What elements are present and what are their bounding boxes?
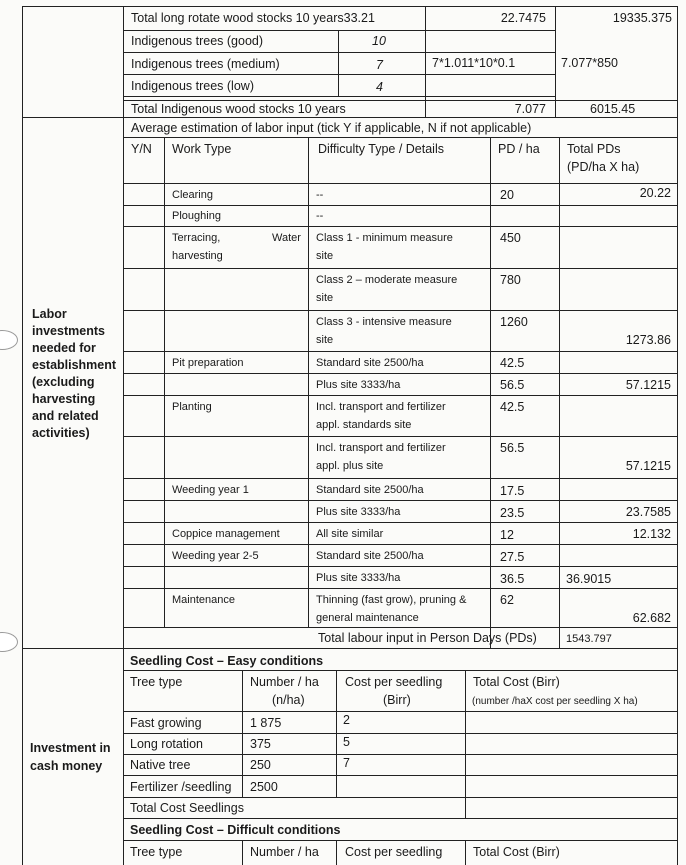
pd-cell: 56.5 (500, 441, 525, 455)
easy-col-number-unit: (n/ha) (272, 693, 305, 707)
seedling-cost-cell: 2 (343, 713, 350, 727)
total-pd-cell: 23.7585 (625, 505, 671, 519)
indigenous-medium-label: Indigenous trees (medium) (131, 57, 280, 71)
pd-cell: 36.5 (500, 572, 525, 586)
left-border (22, 6, 23, 865)
difficulty-cell: -- (316, 189, 324, 201)
indigenous-good-value: 10 (372, 34, 386, 48)
seedling-number-cell: 1 875 (250, 716, 282, 730)
scanned-document-page: Total long rotate wood stocks 10 years33.21 22.7475 19335.375 Indigenous trees (good) 10 Indigenous trees (medium) 7 7*1.011*10*0.1 7.077*850 Indigenous trees (low) 4 Total Indigenous wood stocks 10 years 7.077 6015.45 Labor investments needed for establishment (excluding harvesting and related activities) Average estimation of labor input (tick Y if applicable, N if not applicable) Y/N Work Type Difficulty Type / Details PD / ha Total PDs (PD/ha X ha) Clearing -- 20 20.22 Ploughing -- Terracing, Water harvesting Class 1 - minimum measure site 450 Class 2 – moderate measure site 780 Class 3 - intensive measure site 1260 1273.86 Pit preparation Standard site 2500/ha 42.5 Plus site 3333/ha 56.5 57.1215 Planting Incl. transport and fertilizer appl. standards site 42.5 Incl. transport and fertilizer appl. plus site 56.5 57.1215 Weeding year 1 Standard site 2500/ha 17.5 Plus site 3333/ha 23.5 23.7585 Coppice management All site similar 12 12.132 Weeding year 2-5 Standard site 2500/ha 27.5 Plus site 3333/ha 36.5 36.9015 Maintenance Thinning (fast grow), pruning & general maintenance 62 62.682 Total labour input in Person Days (PDs) 1543.797 Investment in cash money Seedling Cost – Easy conditions Tree type Number / ha (n/ha) Cost per seedling (Birr) Total Cost (Birr) (number /haX cost per seedling X ha) Fast growing 1 875 2 Long rotation 375 5 Native tree 250 7 Fertilizer /seedling 2500 Total Cost Seedlings Seedling Cost – Difficult conditions Tree type Number / ha Cost per seedling Total Cost (Birr) (0, 0, 686, 865)
difficulty-cell: Class 1 - minimum measure (316, 232, 453, 244)
difficulty-cell-line2: site (316, 292, 334, 304)
seedling-cost-cell: 7 (343, 756, 350, 770)
easy-col-tree: Tree type (130, 675, 183, 689)
col-work-type: Work Type (172, 142, 232, 156)
col-yn: Y/N (131, 142, 152, 156)
difficulty-cell: Plus site 3333/ha (316, 379, 401, 391)
difficulty-cell: All site similar (316, 528, 384, 540)
difficulty-cell: Plus site 3333/ha (316, 506, 401, 518)
indigenous-medium-calc-1: 7*1.011*10*0.1 (432, 56, 516, 70)
work-type-cell: Terracing, (172, 232, 221, 244)
seedling-number-cell: 250 (250, 758, 271, 772)
difficulty-cell: -- (316, 210, 324, 222)
easy-col-total: Total Cost (Birr) (473, 675, 560, 689)
total-labour-value: 1543.797 (566, 633, 612, 645)
pd-cell: 23.5 (500, 506, 525, 520)
total-indigenous-value-1: 7.077 (514, 102, 546, 116)
difficulty-cell: Standard site 2500/ha (316, 357, 424, 369)
difficult-col-cost: Cost per seedling (345, 845, 443, 859)
easy-col-cost-unit: (Birr) (383, 693, 411, 707)
indigenous-low-value: 4 (376, 80, 383, 94)
difficulty-cell-line2: general maintenance (316, 612, 419, 624)
col-pd-ha: PD / ha (498, 142, 540, 156)
pd-cell: 42.5 (500, 400, 525, 414)
labor-heading: Average estimation of labor input (tick Y if applicable, N if not applicable) (131, 121, 532, 135)
top-border (22, 6, 678, 7)
pd-cell: 450 (500, 231, 521, 245)
section-divider-labor (22, 117, 678, 118)
long-rotate-label: Total long rotate wood stocks 10 years33.21 (131, 11, 375, 25)
pd-cell: 62 (500, 593, 514, 607)
easy-col-total-formula: (number /haX cost per seedling X ha) (472, 696, 638, 707)
seedling-number-cell: 375 (250, 737, 271, 751)
punch-hole (0, 330, 18, 350)
difficult-col-tree: Tree type (130, 845, 183, 859)
pd-cell: 12 (500, 528, 514, 542)
total-pd-cell: 57.1215 (625, 378, 671, 392)
difficulty-cell: Standard site 2500/ha (316, 550, 424, 562)
seedling-tree-cell: Fertilizer /seedling (130, 780, 232, 794)
total-pd-cell: 12.132 (632, 527, 671, 541)
col-total-pds-formula: (PD/ha X ha) (567, 160, 640, 174)
total-pd-cell: 20.22 (639, 186, 671, 200)
easy-heading: Seedling Cost – Easy conditions (130, 654, 324, 668)
total-labour-label: Total labour input in Person Days (PDs) (318, 631, 537, 645)
work-type-cell: Clearing (172, 189, 213, 201)
difficulty-cell-line2: appl. standards site (316, 419, 412, 431)
easy-col-number: Number / ha (250, 675, 319, 689)
pd-cell: 20 (500, 188, 514, 202)
difficulty-cell-line2: site (316, 250, 334, 262)
total-pd-cell: 62.682 (632, 611, 671, 625)
difficulty-cell: Incl. transport and fertilizer (316, 401, 446, 413)
work-type-cell-cont: Water (272, 232, 301, 244)
seedling-tree-cell: Fast growing (130, 716, 202, 730)
indigenous-medium-value: 7 (376, 58, 383, 72)
difficult-col-total: Total Cost (Birr) (473, 845, 560, 859)
difficult-col-number: Number / ha (250, 845, 319, 859)
punch-hole (0, 632, 18, 652)
difficulty-cell-line2: appl. plus site (316, 460, 384, 472)
pd-cell: 42.5 (500, 356, 525, 370)
seedling-cost-cell: 5 (343, 735, 350, 749)
seedling-tree-cell: Native tree (130, 758, 191, 772)
indigenous-good-label: Indigenous trees (good) (131, 34, 264, 48)
total-indigenous-value-2: 6015.45 (590, 102, 636, 116)
pd-cell: 17.5 (500, 484, 525, 498)
difficulty-cell: Class 3 - intensive measure (316, 316, 452, 328)
col-difficulty: Difficulty Type / Details (318, 142, 444, 156)
long-rotate-value-1: 22.7475 (500, 11, 546, 25)
easy-col-cost: Cost per seedling (345, 675, 443, 689)
difficulty-cell-line2: site (316, 334, 334, 346)
seedling-number-cell: 2500 (250, 780, 278, 794)
work-type-cell-line2: harvesting (172, 250, 223, 262)
pd-cell: 1260 (500, 315, 528, 329)
difficulty-cell: Class 2 – moderate measure (316, 274, 458, 286)
seedling-tree-cell: Long rotation (130, 737, 203, 751)
difficulty-cell: Thinning (fast grow), pruning & (316, 594, 467, 606)
long-rotate-value-2: 19335.375 (612, 11, 672, 25)
col-total-pds: Total PDs (567, 142, 621, 156)
work-type-cell: Weeding year 2-5 (172, 550, 259, 562)
work-type-cell: Weeding year 1 (172, 484, 249, 496)
pd-cell: 56.5 (500, 378, 525, 392)
work-type-cell: Maintenance (172, 594, 235, 606)
work-type-cell: Coppice management (172, 528, 280, 540)
pd-cell: 780 (500, 273, 521, 287)
difficulty-cell: Plus site 3333/ha (316, 572, 401, 584)
work-type-cell: Planting (172, 401, 212, 413)
difficulty-cell: Standard site 2500/ha (316, 484, 424, 496)
section-divider-investment (22, 648, 678, 649)
pd-cell: 27.5 (500, 550, 525, 564)
work-type-cell: Ploughing (172, 210, 221, 222)
indigenous-low-label: Indigenous trees (low) (131, 79, 254, 93)
difficulty-cell: Incl. transport and fertilizer (316, 442, 446, 454)
total-pd-cell: 1273.86 (625, 333, 671, 347)
difficult-heading: Seedling Cost – Difficult conditions (130, 823, 341, 837)
total-indigenous-label: Total Indigenous wood stocks 10 years (131, 102, 346, 116)
total-pd-cell: 36.9015 (566, 572, 612, 586)
total-cost-seedlings-label: Total Cost Seedlings (130, 801, 244, 815)
indigenous-medium-calc-2: 7.077*850 (561, 56, 619, 70)
total-pd-cell: 57.1215 (625, 459, 671, 473)
work-type-cell: Pit preparation (172, 357, 244, 369)
